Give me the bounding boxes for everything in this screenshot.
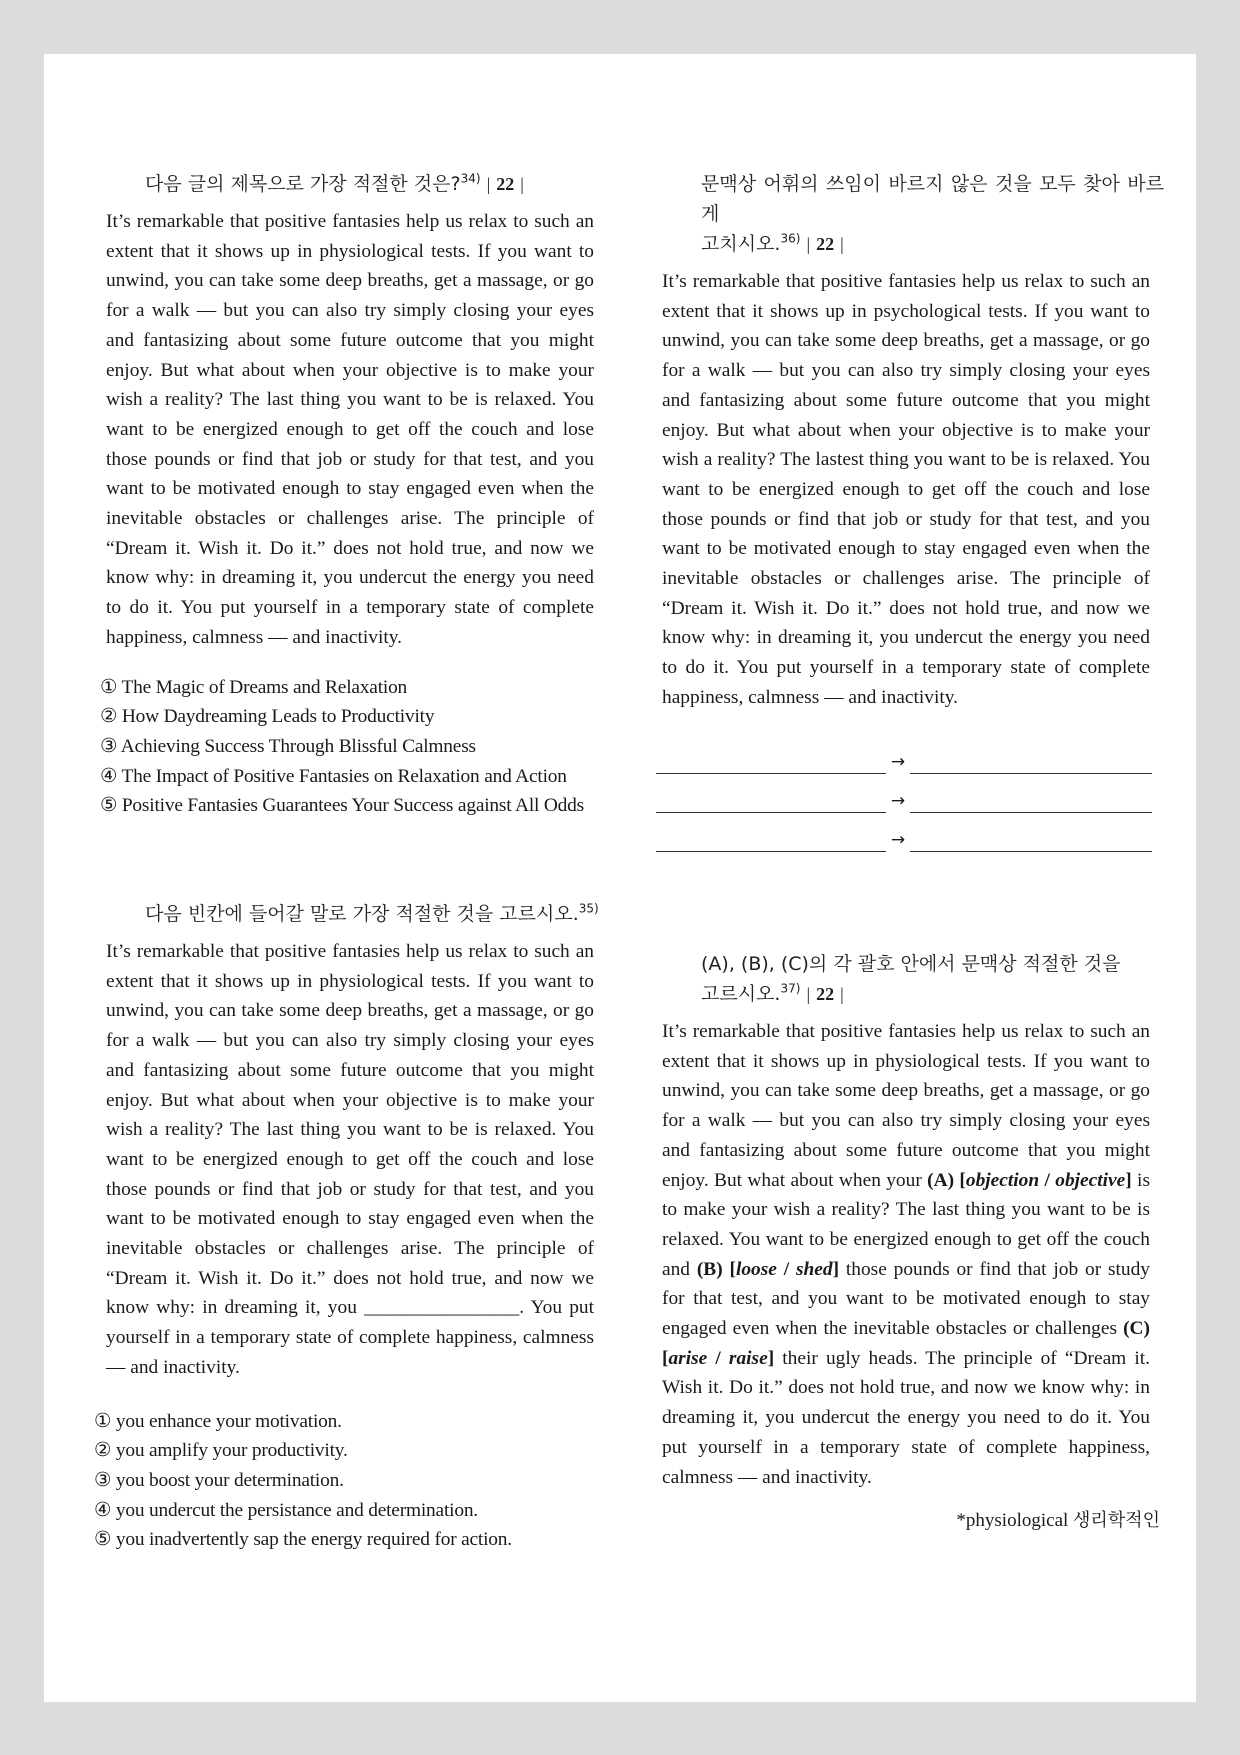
question-36-passage: It’s remarkable that positive fantasies help us relax to such an extent that it shows up in psychological tests. If you want to unwind, you can take some deep breaths, get a massage, or go for a walk — but you can also try simply closing your eyes and fantasizing about some future outcome that you might enjoy. But what about when your objective is to make your wish a reality? The lastest thing you want to be is relaxed. You want to be energized enough to get off the couch and lose those pounds or find that job or study for that test, and you want to be motivated enough to stay engaged even when the inevitable obstacles or challenges arise. The principle of “Dream it. Wish it. Do it.” does not hold true, and now we know why: in dreaming it, you undercut the energy you need to do it. You put yourself in a temporary state of complete happiness, calmness — and inactivity.	[662, 271, 1150, 708]
choice-b-separator: /	[776, 1258, 796, 1280]
question-36	[656, 169, 1168, 852]
arrow-icon: →	[890, 790, 906, 811]
question-34	[100, 169, 610, 821]
choice-c-separator: /	[707, 1347, 729, 1369]
choice-1[interactable]: ① The Magic of Dreams and Relaxation	[100, 676, 408, 698]
divider-bar: |	[806, 984, 811, 1004]
question-36-prompt-line2: 고치시오.	[701, 233, 781, 255]
question-34-passage: It’s remarkable that positive fantasies help us relax to such an extent that it shows up in physiological tests. If you want to unwind, you can take some deep breaths, get a massage, or go for a walk — but you can also try simply closing your eyes and fantasizing about some future outcome that you might enjoy. But what about when your objective is to make your wish a reality? The last thing you want to be is relaxed. You want to be energized enough to get off the couch and lose those pounds or find that job or study for that test, and you want to be motivated enough to stay engaged even when the inevitable obstacles or challenges arise. The principle of “Dream it. Wish it. Do it.” does not hold true, and now we know why: in dreaming it, you undercut the energy you need to do it. You put yourself in a temporary state of complete happiness, calmness — and inactivity.	[106, 211, 594, 648]
question-36-page: 22	[816, 234, 835, 254]
question-34-title	[100, 169, 610, 199]
passage-text: is to make your wish a reality? The last thing you want to be is relaxed. You want to be energized enough to get off the couch and	[662, 1169, 1150, 1280]
choice-b-option-1[interactable]: loose	[735, 1258, 777, 1280]
question-36-number: 36)	[780, 231, 801, 246]
question-34-page: 22	[496, 174, 515, 194]
question-34-number: 34)	[460, 171, 481, 186]
passage-text: It’s remarkable that positive fantasies help us relax to such an extent that it shows up in physiological tests. If you want to unwind, you can take some deep breaths, get a massage, or go for a walk — but you can also try simply closing your eyes and fantasizing about some future outcome that you might enjoy. But what about when your	[662, 1021, 1150, 1191]
choice-c-option-1[interactable]: arise	[668, 1347, 708, 1369]
question-36-answer-lines	[656, 735, 1168, 852]
answer-row	[656, 774, 1168, 813]
worksheet-page	[44, 54, 1196, 1702]
choice-2[interactable]: ② How Daydreaming Leads to Productivity	[100, 706, 435, 728]
question-34-choices	[100, 673, 610, 822]
question-37	[656, 949, 1168, 1532]
passage-text: . You put yourself in a temporary state of complete happiness, calmness — and inactivity.	[106, 1297, 594, 1378]
choice-b-close: ]	[832, 1258, 840, 1280]
choice-a-option-2[interactable]: objective	[1055, 1169, 1126, 1191]
choice-5[interactable]: ⑤ Positive Fantasies Guarantees Your Success against All Odds	[100, 795, 584, 817]
wrong-word-field[interactable]	[656, 827, 886, 852]
question-37-prompt-line2: 고르시오.	[701, 983, 781, 1005]
choice-b-bracket	[697, 1259, 839, 1280]
page-frame	[28, 38, 1212, 1718]
arrow-icon: →	[890, 829, 906, 850]
question-37-passage	[656, 1017, 1150, 1492]
correction-field[interactable]	[910, 827, 1152, 852]
question-37-title	[656, 949, 1168, 1009]
question-35	[94, 899, 610, 1555]
wrong-word-field[interactable]	[656, 749, 886, 774]
answer-blank[interactable]: ________________	[364, 1297, 520, 1319]
question-34-prompt: 다음 글의 제목으로 가장 적절한 것은?	[145, 173, 461, 195]
answer-row	[656, 813, 1168, 852]
question-35-choices	[94, 1407, 610, 1556]
footnote	[656, 1506, 1168, 1532]
question-35-passage	[100, 937, 594, 1383]
choice-4[interactable]: ④ The Impact of Positive Fantasies on Relaxation and Action	[100, 765, 567, 787]
divider-bar: |	[840, 234, 844, 254]
choice-c-close: ]	[767, 1347, 775, 1369]
choice-b-label: (B) [	[696, 1258, 736, 1280]
choice-5[interactable]: ⑤ you inadvertently sap the energy required for action.	[94, 1529, 512, 1551]
divider-bar: |	[520, 174, 524, 194]
question-37-prompt: (A), (B), (C)의 각 괄호 안에서 문맥상 적절한 것을	[701, 953, 1121, 975]
choice-4[interactable]: ④ you undercut the persistance and determination.	[94, 1499, 478, 1521]
choice-a-bracket	[927, 1170, 1132, 1191]
choice-b-option-2[interactable]: shed	[795, 1258, 833, 1280]
question-37-number: 37)	[780, 981, 801, 996]
passage-text: those pounds or find that job or study for that test, and you want to be motivated enough to stay engaged even when the inevitable obstacles or challenges	[662, 1258, 1150, 1340]
passage-text: It’s remarkable that positive fantasies help us relax to such an extent that it shows up in physiological tests. If you want to unwind, you can take some deep breaths, get a massage, or go for a walk — but you can also try simply closing your eyes and fantasizing about some future outcome that you might enjoy. But what about when your objective is to make your wish a reality? The last thing you want to be is relaxed. You want to be energized enough to get off the couch and lose those pounds or find that job or study for that test, and you want to be motivated enough to stay engaged even when the inevitable obstacles or challenges arise. The principle of “Dream it. Wish it. Do it.” does not hold true, and now we know why: in dreaming it, you	[106, 941, 594, 1319]
choice-2[interactable]: ② you amplify your productivity.	[94, 1440, 348, 1462]
choice-a-separator: /	[1039, 1169, 1056, 1191]
choice-c-option-2[interactable]: raise	[728, 1347, 768, 1369]
footnote-term: *physiological	[956, 1510, 1069, 1532]
choice-a-close: ]	[1125, 1169, 1132, 1191]
choice-3[interactable]: ③ Achieving Success Through Blissful Calmness	[100, 735, 476, 757]
choice-a-option-1[interactable]: objection	[965, 1169, 1040, 1191]
correction-field[interactable]	[910, 788, 1152, 813]
answer-row	[656, 735, 1168, 774]
divider-bar: |	[806, 234, 811, 254]
question-35-prompt: 다음 빈칸에 들어갈 말로 가장 적절한 것을 고르시오.	[145, 903, 579, 925]
question-36-prompt: 문맥상 어휘의 쓰임이 바르지 않은 것을 모두 찾아 바르게	[701, 173, 1164, 225]
question-35-title	[100, 899, 610, 929]
footnote-definition: 생리학적인	[1073, 1510, 1160, 1532]
question-36-title	[656, 169, 1168, 259]
correction-field[interactable]	[910, 749, 1152, 774]
question-35-number: 35)	[578, 901, 599, 916]
choice-a-label: (A) [	[927, 1169, 966, 1191]
choice-1[interactable]: ① you enhance your motivation.	[94, 1410, 342, 1432]
divider-bar: |	[840, 984, 844, 1004]
wrong-word-field[interactable]	[656, 788, 886, 813]
divider-bar: |	[486, 174, 491, 194]
arrow-icon: →	[890, 751, 906, 772]
choice-c-label: (C) [	[662, 1318, 1150, 1369]
question-37-page: 22	[816, 984, 835, 1004]
choice-3[interactable]: ③ you boost your determination.	[94, 1469, 344, 1491]
passage-text: their ugly heads. The principle of “Dream it. Wish it. Do it.” does not hold true, and now we know why: in dreaming it, you undercut the energy you need to do it. You put yourself in a temporary state of complete happiness, calmness — and inactivity.	[662, 1347, 1150, 1488]
